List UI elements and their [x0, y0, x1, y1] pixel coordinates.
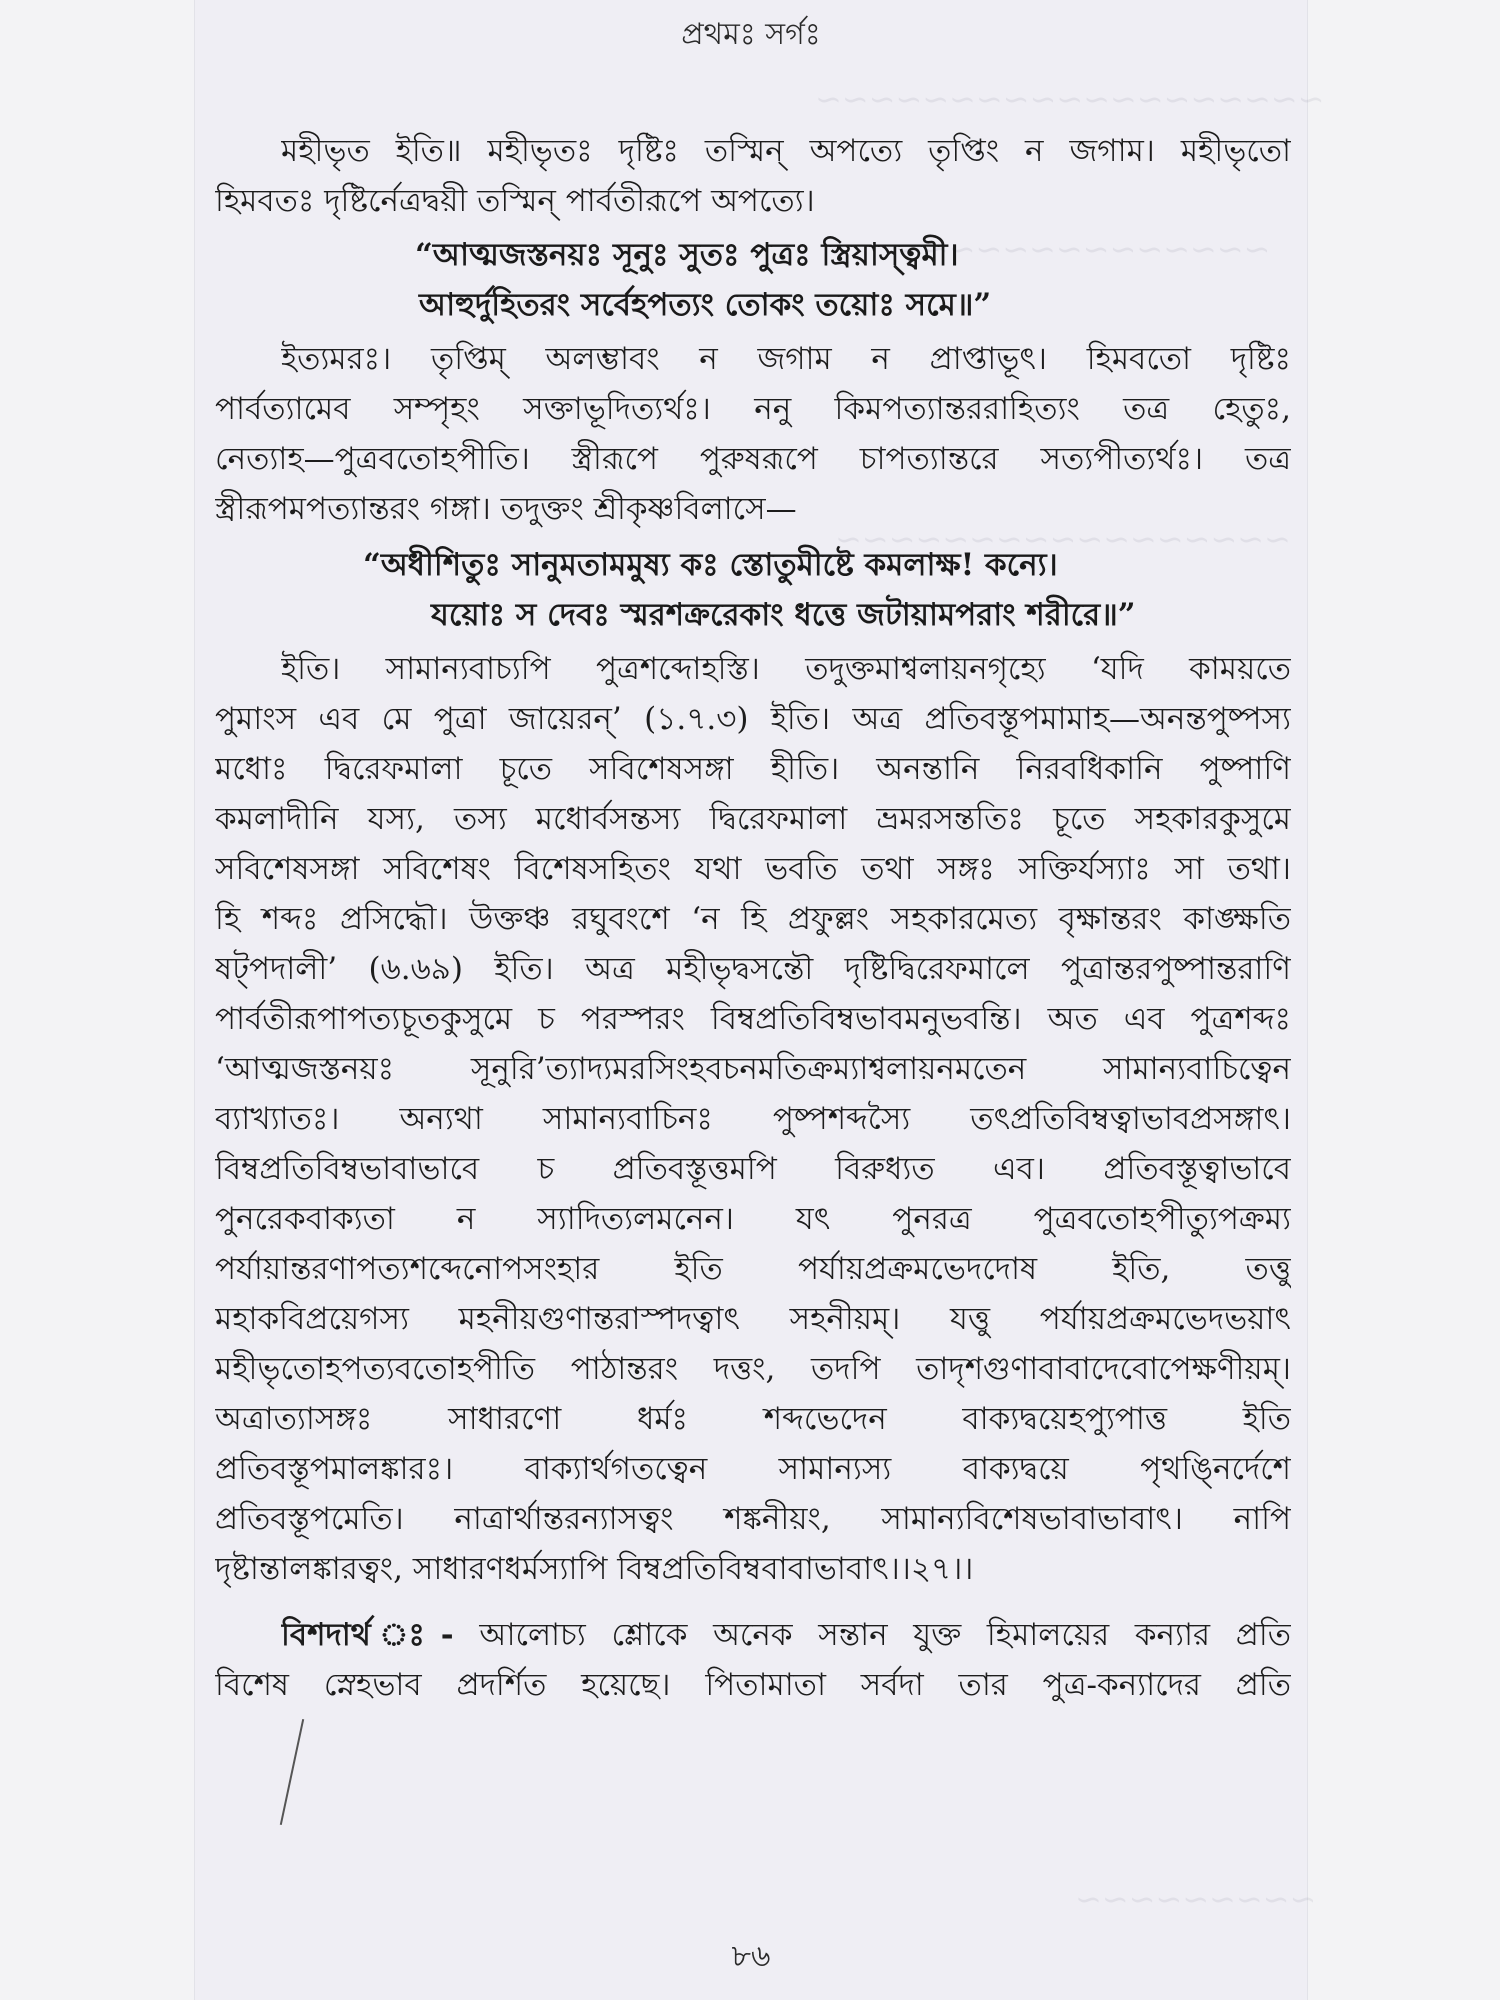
bleed-through-text: ~~~~~~~~~~~~~~~~~	[835, 520, 1291, 558]
text-line: বিম্বপ্রতিবিম্বভাবাভাবে চ প্রতিবস্তূত্তমপি বিরুধ্যত এব। প্রতিবস্তূত্বাভাবে	[215, 1151, 1291, 1187]
text-line: বিশেষ স্নেহভাব প্রদর্শিত হয়েছে। পিতামাতা সর্বদা তার পুত্র-কন্যাদের প্রতি	[215, 1667, 1291, 1703]
verse-line: যয়োঃ স দেবঃ স্মরশক্ররেকাং ধত্তে জটায়ামপরাং শরীরে॥”	[431, 597, 1136, 633]
text-line: হিমবতঃ দৃষ্টির্নেত্রদ্বয়ী তস্মিন্ পার্বতীরূপে অপত্যে।	[215, 183, 815, 219]
bleed-through-text: ~~~~~~~~~~~~~~	[895, 230, 1271, 268]
text-line: মহাকবিপ্রয়েগস্য মহনীয়গুণান্তরাস্পদত্বাৎ সহনীয়ম্। যত্তু পর্যায়প্রক্রমভেদভয়াৎ	[215, 1301, 1291, 1337]
text-line: প্রতিবস্তূপমালঙ্কারঃ। বাক্যার্থগতত্বেন সামান্যস্য বাক্যদ্বয়ে পৃথঙ্নির্দেশে	[215, 1451, 1291, 1487]
text-line: অত্রাত্যাসঙ্গঃ সাধারণো ধর্মঃ শব্দভেদেন বাক্যদ্বয়েহপ্যুপাত্ত ইতি	[215, 1401, 1291, 1437]
commentary-text: আলোচ্য শ্লোকে অনেক সন্তান যুক্ত হিমালয়ের কন্যার প্রতি	[479, 1617, 1291, 1653]
text-line: মহীভৃত ইতি॥ মহীভৃতঃ দৃষ্টিঃ তস্মিন্ অপত্যে তৃপ্তিং ন জগাম। মহীভৃতো	[281, 133, 1291, 169]
chapter-header: প্রথমঃ সর্গঃ	[681, 17, 821, 52]
text-line: মহীভৃতোহপত্যবতোহপীতি পাঠান্তরং দত্তং, তদপি তাদৃশগুণাবাবাদেবোপেক্ষণীয়ম্।	[215, 1351, 1291, 1387]
pen-mark	[280, 1719, 304, 1825]
text-line: নেত্যাহ—পুত্রবতোহপীতি। স্ত্রীরূপে পুরুষরূপে চাপত্যান্তরে সত্যপীত্যর্থঃ। তত্র	[215, 441, 1291, 477]
text-line: পার্বত্যামেব সম্পৃহং সক্তাভূদিত্যর্থঃ। ননু কিমপত্যান্তররাহিত্যং তত্র হেতুঃ,	[215, 391, 1291, 427]
text-line: হি শব্দঃ প্রসিদ্ধৌ। উক্তঞ্চ রঘুবংশে ‘ন হি প্রফুল্লং সহকারমেত্য বৃক্ষান্তরং কাঙ্ক্ষতি	[215, 901, 1291, 937]
text-line: পুমাংস এব মে পুত্রা জায়েরন্’ (১.৭.৩) ইতি। অত্র প্রতিবস্তূপমামাহ—অনন্তপুষ্পস্য	[215, 701, 1291, 737]
text-line: পুনরেকবাক্যতা ন স্যাদিত্যলমনেন। যৎ পুনরত্র পুত্রবতোহপীত্যুপক্রম্য	[215, 1201, 1291, 1237]
verse-line: “অধীশিতুঃ সানুমতামমুষ্য কঃ স্তোতুমীষ্টে কমলাক্ষ! কন্যে।	[363, 547, 1058, 583]
verse-line: আহুর্দুহিতরং সর্বেহপত্যং তোকং তয়োঃ সমে॥”	[419, 287, 992, 323]
text-line: ইতি। সামান্যবাচ্যপি পুত্রশব্দোহস্তি। তদুক্তমাশ্বলায়নগৃহ্যে ‘যদি কাময়তে	[281, 651, 1291, 687]
bleed-through-text: ~~~~~~~~~	[1075, 1880, 1317, 1918]
text-line: ‘আত্মজস্তনয়ঃ সূনুরি’ত্যাদ্যমরসিংহবচনমতিক্রম্যাশ্বলায়নমতেন সামান্যবাচিত্বেন	[215, 1051, 1291, 1087]
text-line: ষট্পদালী’ (৬.৬৯) ইতি। অত্র মহীভৃদ্বসন্তৌ দৃষ্টিদ্বিরেফমালে পুত্রান্তরপুষ্পান্তরাণি	[215, 951, 1291, 987]
page-number: ৮৬	[731, 1939, 771, 1974]
text-line: ইত্যমরঃ। তৃপ্তিম্ অলম্ভাবং ন জগাম ন প্রাপ্তাভূৎ। হিমবতো দৃষ্টিঃ	[281, 341, 1291, 377]
verse-line: “আত্মজস্তনয়ঃ সূনুঃ সুতঃ পুত্রঃ স্ত্রিয়াস্ত্বমী।	[415, 237, 959, 273]
text-line: দৃষ্টান্তালঙ্কারত্বং, সাধারণধর্মস্যাপি বিম্বপ্রতিবিম্ববাবাভাবাৎ।।২৭।।	[215, 1551, 974, 1587]
text-line: প্রতিবস্তূপমেতি। নাত্রার্থান্তরন্যাসত্বং শঙ্কনীয়ং, সামান্যবিশেষভাবাভাবাৎ। নাপি	[215, 1501, 1291, 1537]
text-line: ব্যাখ্যাতঃ। অন্যথা সামান্যবাচিনঃ পুষ্পশব্দস্যৈ তৎপ্রতিবিম্বত্বাভাবপ্রসঙ্গাৎ।	[215, 1101, 1291, 1137]
commentary-first-line	[281, 1610, 1291, 1660]
text-line: মধোঃ দ্বিরেফমালা চূতে সবিশেষসঙ্গা হীতি। অনন্তানি নিরবধিকানি পুষ্পাণি	[215, 751, 1291, 787]
text-line: স্ত্রীরূপমপত্যান্তরং গঙ্গা। তদুক্তং শ্রীকৃষ্ণবিলাসে—	[215, 491, 797, 527]
text-line: সবিশেষসঙ্গা সবিশেষং বিশেষসহিতং যথা ভবতি তথা সঙ্গঃ সক্তির্যস্যাঃ সা তথা।	[215, 851, 1291, 887]
text-line: কমলাদীনি যস্য, তস্য মধোর্বসন্তস্য দ্বিরেফমালা ভ্রমরসন্ততিঃ চূতে সহকারকুসুমে	[215, 801, 1291, 837]
book-page	[195, 0, 1325, 2000]
commentary-label: বিশদার্থ ঃ-	[281, 1617, 454, 1653]
bleed-through-text: ~~~~~~~~~~~~~~~~~~~	[815, 80, 1325, 118]
text-line: পর্যায়ান্তরণাপত্যশব্দেনোপসংহার ইতি পর্যায়প্রক্রমভেদদোষ ইতি, তত্তু	[215, 1251, 1291, 1287]
text-line: পার্বতীরূপাপত্যচূতকুসুমে চ পরস্পরং বিম্বপ্রতিবিম্বভাবমনুভবন্তি। অত এব পুত্রশব্দঃ	[215, 1001, 1291, 1037]
